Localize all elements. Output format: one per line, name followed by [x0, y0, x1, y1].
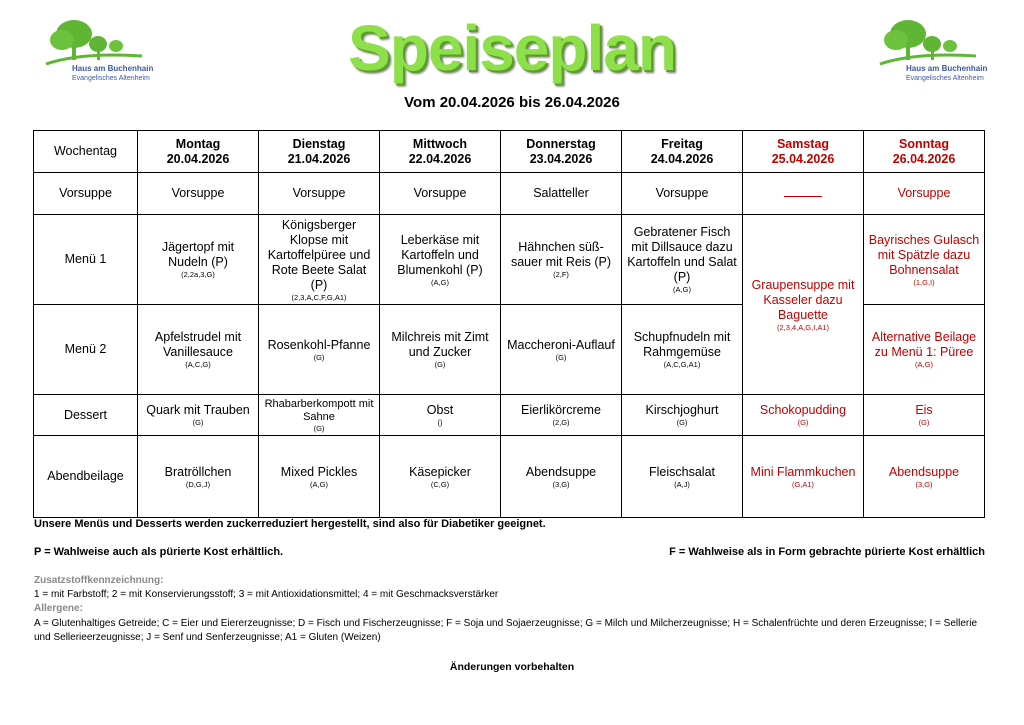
cell: Kirschjoghurt (G) [622, 395, 743, 436]
cell: Abendsuppe (3,G) [864, 436, 985, 518]
changes-note: Änderungen vorbehalten [449, 661, 575, 673]
day-header: Mittwoch 22.04.2026 [380, 131, 501, 173]
corner-label: Wochentag [34, 131, 138, 173]
cell: Käsepicker (C,G) [380, 436, 501, 518]
row-label: Vorsuppe [34, 173, 138, 215]
cell: Leberkäse mit Kartoffeln und Blumenkohl (P) (A,G) [380, 215, 501, 305]
menu-table [33, 130, 985, 518]
cell-samstag-menu: Graupensuppe mit Kasseler dazu Baguette (2,3,4,A,G,I,A1) [743, 215, 864, 395]
cell: Vorsuppe [259, 173, 380, 215]
cell: Bratröllchen (D,G,J) [138, 436, 259, 518]
allergene-text: A = Glutenhaltiges Getreide; C = Eier und Eiererzeugnisse; D = Fisch und Fischerzeugnisse; F = Soja und Sojaerzeugnisse; G = Milch und Milcherzeugnisse; H = Schalenfrüchte und deren Erzeugnisse; I = Sellerie und Sellerieerzeugnisse; J = Senf und Senferzeugnisse; A1 = Gluten (Weizen) [34, 618, 978, 643]
cell: Abendsuppe (3,G) [501, 436, 622, 518]
row-abendbeilage [34, 436, 985, 518]
day-header: Sonntag 26.04.2026 [864, 131, 985, 173]
row-label: Dessert [34, 395, 138, 436]
day-header: Montag 20.04.2026 [138, 131, 259, 173]
cell: Vorsuppe [380, 173, 501, 215]
zusatz-title: Zusatzstoffkennzeichnung: [34, 575, 164, 586]
cell: Gebratener Fisch mit Dillsauce dazu Kartoffeln und Salat (P) (A,G) [622, 215, 743, 305]
cell: Rosenkohl-Pfanne (G) [259, 305, 380, 395]
empty-dash [784, 190, 822, 197]
cell: Bayrisches Gulasch mit Spätzle dazu Bohnensalat (1,G,I) [864, 215, 985, 305]
cell: Salatteller [501, 173, 622, 215]
row-label: Abendbeilage [34, 436, 138, 518]
day-header: Freitag 24.04.2026 [622, 131, 743, 173]
row-menu1 [34, 215, 985, 305]
cell: Rhabarberkompott mit Sahne (G) [259, 395, 380, 436]
cell: Apfelstrudel mit Vanillesauce (A,C,G) [138, 305, 259, 395]
cell-empty [743, 173, 864, 215]
day-header: Donnerstag 23.04.2026 [501, 131, 622, 173]
row-label: Menü 2 [34, 305, 138, 395]
cell: Vorsuppe [138, 173, 259, 215]
cell: Obst () [380, 395, 501, 436]
day-header: Dienstag 21.04.2026 [259, 131, 380, 173]
allergene-title: Allergene: [34, 603, 83, 614]
cell: Mini Flammkuchen (G,A1) [743, 436, 864, 518]
cell: Vorsuppe [864, 173, 985, 215]
cell: Alternative Beilage zu Menü 1: Püree (A,G) [864, 305, 985, 395]
page-title: Speiseplan [348, 12, 676, 84]
p-note: P = Wahlweise auch als pürierte Kost erhältlich. [34, 546, 284, 558]
cell: Maccheroni-Auflauf (G) [501, 305, 622, 395]
logo-sub: Evangelisches Altenheim [906, 75, 984, 82]
cell: Vorsuppe [622, 173, 743, 215]
date-range: Vom 20.04.2026 bis 26.04.2026 [404, 94, 620, 111]
cell: Milchreis mit Zimt und Zucker (G) [380, 305, 501, 395]
logo-sub: Evangelisches Altenheim [72, 75, 150, 82]
logo-name: Haus am Buchenhain [72, 64, 154, 73]
day-header: Samstag 25.04.2026 [743, 131, 864, 173]
diabetes-note: Unsere Menüs und Desserts werden zuckerreduziert hergestellt, sind also für Diabetiker geeignet. [34, 518, 546, 530]
logo-name: Haus am Buchenhain [906, 64, 988, 73]
row-label: Menü 1 [34, 215, 138, 305]
f-note: F = Wahlweise als in Form gebrachte pürierte Kost erhältlich [669, 546, 985, 558]
cell: Mixed Pickles (A,G) [259, 436, 380, 518]
row-dessert [34, 395, 985, 436]
cell: Königsberger Klopse mit Kartoffelpüree und Rote Beete Salat (P) (2,3,A,C,F,G,A1) [259, 215, 380, 305]
cell: Eis (G) [864, 395, 985, 436]
cell: Jägertopf mit Nudeln (P) (2,2a,3,G) [138, 215, 259, 305]
cell: Quark mit Trauben (G) [138, 395, 259, 436]
cell: Fleischsalat (A,J) [622, 436, 743, 518]
cell: Hähnchen süß-sauer mit Reis (P) (2,F) [501, 215, 622, 305]
cell: Eierlikörcreme (2,G) [501, 395, 622, 436]
zusatz-text: 1 = mit Farbstoff; 2 = mit Konservierungsstoff; 3 = mit Antioxidationsmittel; 4 = mit Geschmacksverstärker [34, 589, 499, 600]
cell: Schupfnudeln mit Rahmgemüse (A,C,G,A1) [622, 305, 743, 395]
header-row [34, 131, 985, 173]
row-vorsuppe [34, 173, 985, 215]
cell: Schokopudding (G) [743, 395, 864, 436]
